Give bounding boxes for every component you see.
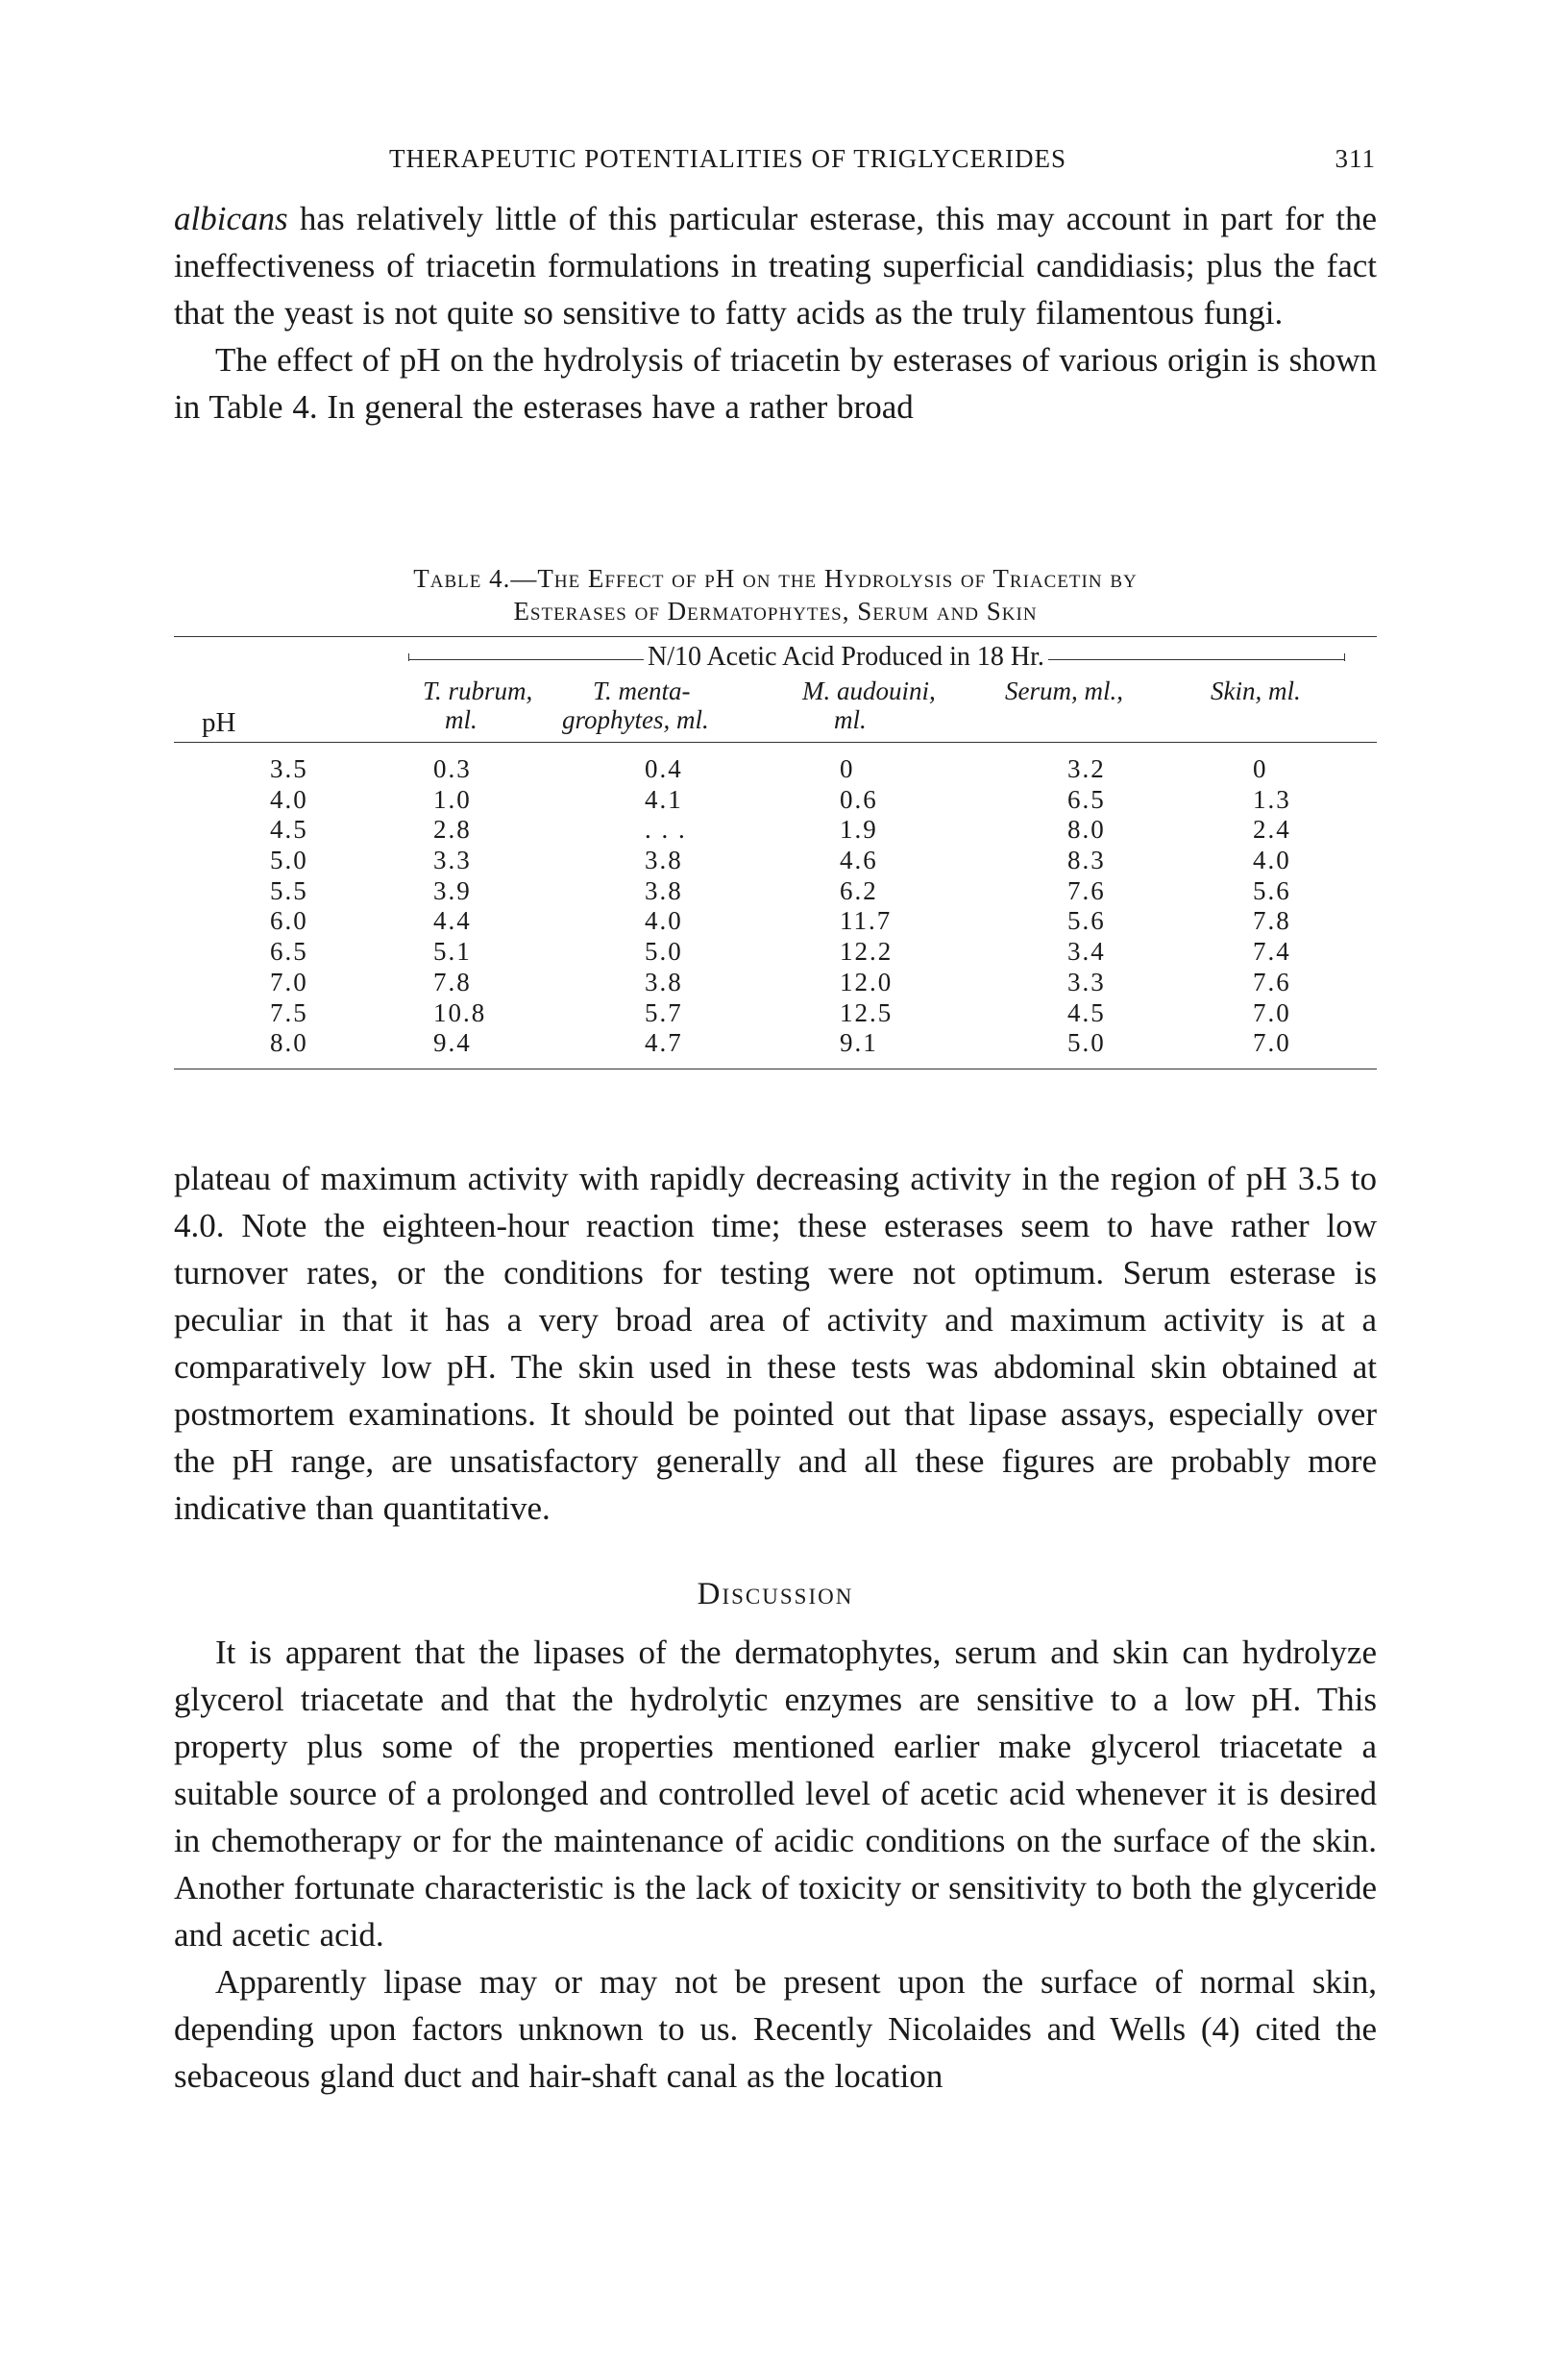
paragraph-continued [174,195,1377,336]
cell-ph: 5.0 [270,846,308,875]
column-header-skin: Skin, ml. [1211,676,1301,705]
cell-rubrum: 3.3 [433,846,472,875]
cell-mentagrophytes: 4.7 [645,1028,683,1058]
cell-skin: 7.4 [1253,937,1291,967]
cell-rubrum: 5.1 [433,937,472,967]
running-head-title: THERAPEUTIC POTENTIALITIES OF TRIGLYCERIDES [389,144,1067,173]
cell-rubrum: 10.8 [433,997,487,1027]
cell-serum: 3.3 [1067,967,1106,996]
paragraph-table-intro: The effect of pH on the hydrolysis of triacetin by esterases of various origin is shown in Table 4. In general the esterases have a rather broad [174,341,1377,426]
cell-audouini: 6.2 [840,875,878,905]
cell-ph: 4.5 [270,815,308,845]
text-block-middle [174,1155,1377,1532]
column-header-ph: pH [202,707,236,738]
cell-skin: 7.6 [1253,967,1291,996]
cell-ph: 6.0 [270,906,308,936]
cell-skin: 2.4 [1253,815,1291,845]
text-block-top [174,195,1377,430]
cell-audouini: 0 [840,754,855,783]
table-row [174,815,1377,846]
spanner-tick-left [408,653,409,661]
text-block-discussion [174,1629,1377,2100]
table-row [174,785,1377,816]
cell-serum: 5.6 [1067,906,1106,936]
italic-term: albicans [174,200,288,237]
column-header-rubrum-line-1: T. rubrum, [423,676,533,705]
column-header-audouini-line-1: M. audouini, [802,676,936,705]
cell-rubrum: 0.3 [433,754,472,783]
cell-serum: 5.0 [1067,1028,1106,1058]
cell-mentagrophytes: 3.8 [645,875,683,905]
cell-skin: 4.0 [1253,846,1291,875]
paragraph-discussion-2: Apparently lipase may or may not be present upon the surface of normal skin, depending upon factors unknown to us. Recently Nicolaides and Wells (4) cited the sebaceous gland duct and hair-shaft canal as the location [174,1963,1377,2095]
cell-audouini: 4.6 [840,846,878,875]
cell-ph: 4.0 [270,784,308,814]
table-row [174,968,1377,998]
cell-audouini: 9.1 [840,1028,878,1058]
cell-skin: 7.0 [1253,1028,1291,1058]
cell-mentagrophytes: . . . [645,815,687,845]
cell-rubrum: 7.8 [433,967,472,996]
table-row [174,846,1377,876]
table-row [174,1028,1377,1059]
cell-audouini: 11.7 [840,906,893,936]
cell-audouini: 12.0 [840,967,894,996]
cell-audouini: 0.6 [840,784,878,814]
cell-rubrum: 3.9 [433,875,472,905]
cell-serum: 8.3 [1067,846,1106,875]
column-header-mentagrophytes-line-1: T. menta- [593,676,691,705]
paragraph-text: has relatively little of this particular esterase, this may account in part for the ineffectiveness of triacetin formulations in treating superficial candidiasis; plus the fact that the yeast is not quite so sensitive to fatty acids as the truly filamentous fungi. [174,200,1377,332]
table-row [174,754,1377,785]
cell-serum: 8.0 [1067,815,1106,845]
cell-audouini: 1.9 [840,815,878,845]
column-header-mentagrophytes-line-2: grophytes, ml. [562,705,709,734]
page-number: 311 [1335,144,1376,173]
table-row [174,998,1377,1029]
cell-ph: 6.5 [270,937,308,967]
paragraph-discussion-1: It is apparent that the lipases of the dermatophytes, serum and skin can hydrolyze glycerol triacetate and that the hydrolytic enzymes are sensitive to a low pH. This property plus some of the properties mentioned earlier make glycerol triacetate a suitable source of a prolonged and controlled level of acetic acid whenever it is desired in chemotherapy or for the maintenance of acidic conditions on the surface of the skin. Another fortunate characteristic is the lack of toxicity or sensitivity to both the glyceride and acetic acid. [174,1634,1377,1954]
cell-serum: 4.5 [1067,997,1106,1027]
cell-rubrum: 1.0 [433,784,472,814]
cell-rubrum: 9.4 [433,1028,472,1058]
cell-serum: 3.2 [1067,754,1106,783]
cell-serum: 3.4 [1067,937,1106,967]
cell-skin: 5.6 [1253,875,1291,905]
cell-skin: 0 [1253,754,1268,783]
cell-rubrum: 2.8 [433,815,472,845]
table-header-rule [174,742,1377,743]
cell-ph: 8.0 [270,1028,308,1058]
cell-rubrum: 4.4 [433,906,472,936]
cell-serum: 6.5 [1067,784,1106,814]
cell-mentagrophytes: 4.1 [645,784,683,814]
cell-skin: 7.8 [1253,906,1291,936]
cell-audouini: 12.2 [840,937,894,967]
cell-ph: 5.5 [270,875,308,905]
cell-serum: 7.6 [1067,875,1106,905]
cell-mentagrophytes: 4.0 [645,906,683,936]
column-header-audouini-line-2: ml. [834,705,867,734]
cell-mentagrophytes: 3.8 [645,967,683,996]
column-header-serum: Serum, ml., [1005,676,1123,705]
table-caption [174,562,1377,627]
cell-ph: 7.5 [270,997,308,1027]
table-caption-line-1: Table 4.—The Effect of pH on the Hydrolysis of Triacetin by [413,564,1138,593]
section-heading-discussion: Discussion [697,1577,854,1611]
table-row [174,937,1377,968]
cell-skin: 7.0 [1253,997,1291,1027]
table-spanner [408,642,1345,671]
cell-audouini: 12.5 [840,997,894,1027]
table-body [174,754,1377,1059]
paragraph-continued-after-table: plateau of maximum activity with rapidly decreasing activity in the region of pH 3.5 to 4.0. Note the eighteen-hour reaction time; these esterases seem to have rather low turnover rates, or the conditions for testing were not optimum. Serum esterase is peculiar in that it has a very broad area of activity and maximum activity is at a comparatively low pH. The skin used in these tests was abdominal skin obtained at postmortem examinations. It should be pointed out that lipase assays, especially over the pH range, are unsatisfactory generally and all these figures are probably more indicative than quantitative. [174,1160,1377,1527]
cell-mentagrophytes: 0.4 [645,754,683,783]
table-top-rule [174,636,1377,637]
cell-ph: 3.5 [270,754,308,783]
table-caption-line-2: Esterases of Dermatophytes, Serum and Skin [513,597,1038,626]
cell-mentagrophytes: 3.8 [645,846,683,875]
cell-mentagrophytes: 5.0 [645,937,683,967]
cell-skin: 1.3 [1253,784,1291,814]
table-row [174,906,1377,937]
spanner-tick-right [1344,653,1345,661]
table-row [174,876,1377,907]
running-head [173,144,1376,183]
spanner-label: N/10 Acetic Acid Produced in 18 Hr. [644,642,1048,673]
cell-ph: 7.0 [270,967,308,996]
column-header-rubrum-line-2: ml. [445,705,478,734]
cell-mentagrophytes: 5.7 [645,997,683,1027]
